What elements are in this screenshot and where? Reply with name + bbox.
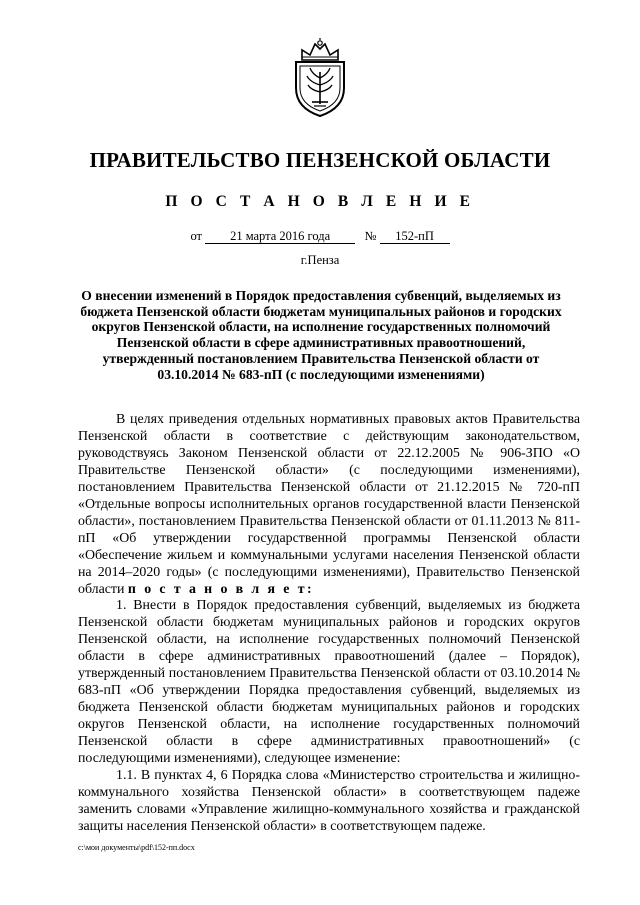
file-path-footer: c:\мои документы\pdf\152-пп.docx bbox=[78, 843, 195, 852]
date-prefix: от bbox=[190, 229, 202, 243]
preamble-text: В целях приведения отдельных нормативных правовых актов Правительства Пензенской области в соответствие с действующим законодательством, руководствуясь Законом Пензенской области от 22.12.2005 № 906-ЗПО «О Правительстве Пензенской области» (с последующими изменениями), постановлением Правительства Пензенской области от 21.12.2015 № 720-пП «Отдельные вопросы исполнительных органов государственной власти Пензенской области», постановлением Правительства Пензенской области от 01.11.2013 № 811-пП «Об утверждении государственной программы Пензенской области «Обеспечение жильем и коммунальными услугами населения Пензенской области на 2014–2020 годы» (с последующими изменениями), Правительство Пензенской области bbox=[78, 412, 580, 597]
number-sign: № bbox=[364, 229, 377, 243]
item-1-paragraph: 1. Внести в Порядок предоставления субвенций, выделяемых из бюджета Пензенской области бюджетам муниципальных районов и городских округов Пензенской области, на исполнение государственных полномочий Пензенской области в сфере административных правоотношений (далее – Порядок), утвержденный постановлением Правительства Пензенской области от 03.10.2014 № 683-пП «Об утверждении Порядка предоставления субвенций, выделяемых из бюджета Пензенской области бюджетам муниципальных районов и городских округов Пензенской области, на исполнение государственных полномочий Пензенской области в сфере административных правоотношений» (с последующими изменениями), следующее изменение: bbox=[78, 598, 580, 767]
document-type: П О С Т А Н О В Л Е Н И Е bbox=[165, 193, 475, 210]
document-body bbox=[78, 412, 580, 836]
penza-region-coat-of-arms-icon bbox=[288, 38, 352, 118]
document-date: 21 марта 2016 года bbox=[205, 229, 355, 244]
document-number: 152-пП bbox=[380, 229, 450, 244]
government-title: ПРАВИТЕЛЬСТВО ПЕНЗЕНСКОЙ ОБЛАСТИ bbox=[89, 148, 551, 172]
document-date-line bbox=[0, 229, 640, 244]
document-city: г.Пенза bbox=[300, 253, 340, 267]
item-1-1-paragraph: 1.1. В пунктах 4, 6 Порядка слова «Министерство строительства и жилищно-коммунального хозяйства Пензенской области» в соответствующем падеже заменить словами «Управление жилищно-коммунального хозяйства и гражданской защиты населения Пензенской области» в соответствующем падеже. bbox=[78, 768, 580, 834]
resolves-word: п о с т а н о в л я е т: bbox=[127, 581, 314, 597]
preamble-paragraph bbox=[78, 412, 580, 598]
document-heading: О внесении изменений в Порядок предоставления субвенций, выделяемых из бюджета Пензенской области бюджетам муниципальных районов и городских округов Пензенской области, на исполнение государственных полномочий Пензенской области в сфере административных правоотношений, утвержденный постановлением Правительства Пензенской области от 03.10.2014 № 683-пП (с последующими изменениями) bbox=[80, 288, 562, 382]
